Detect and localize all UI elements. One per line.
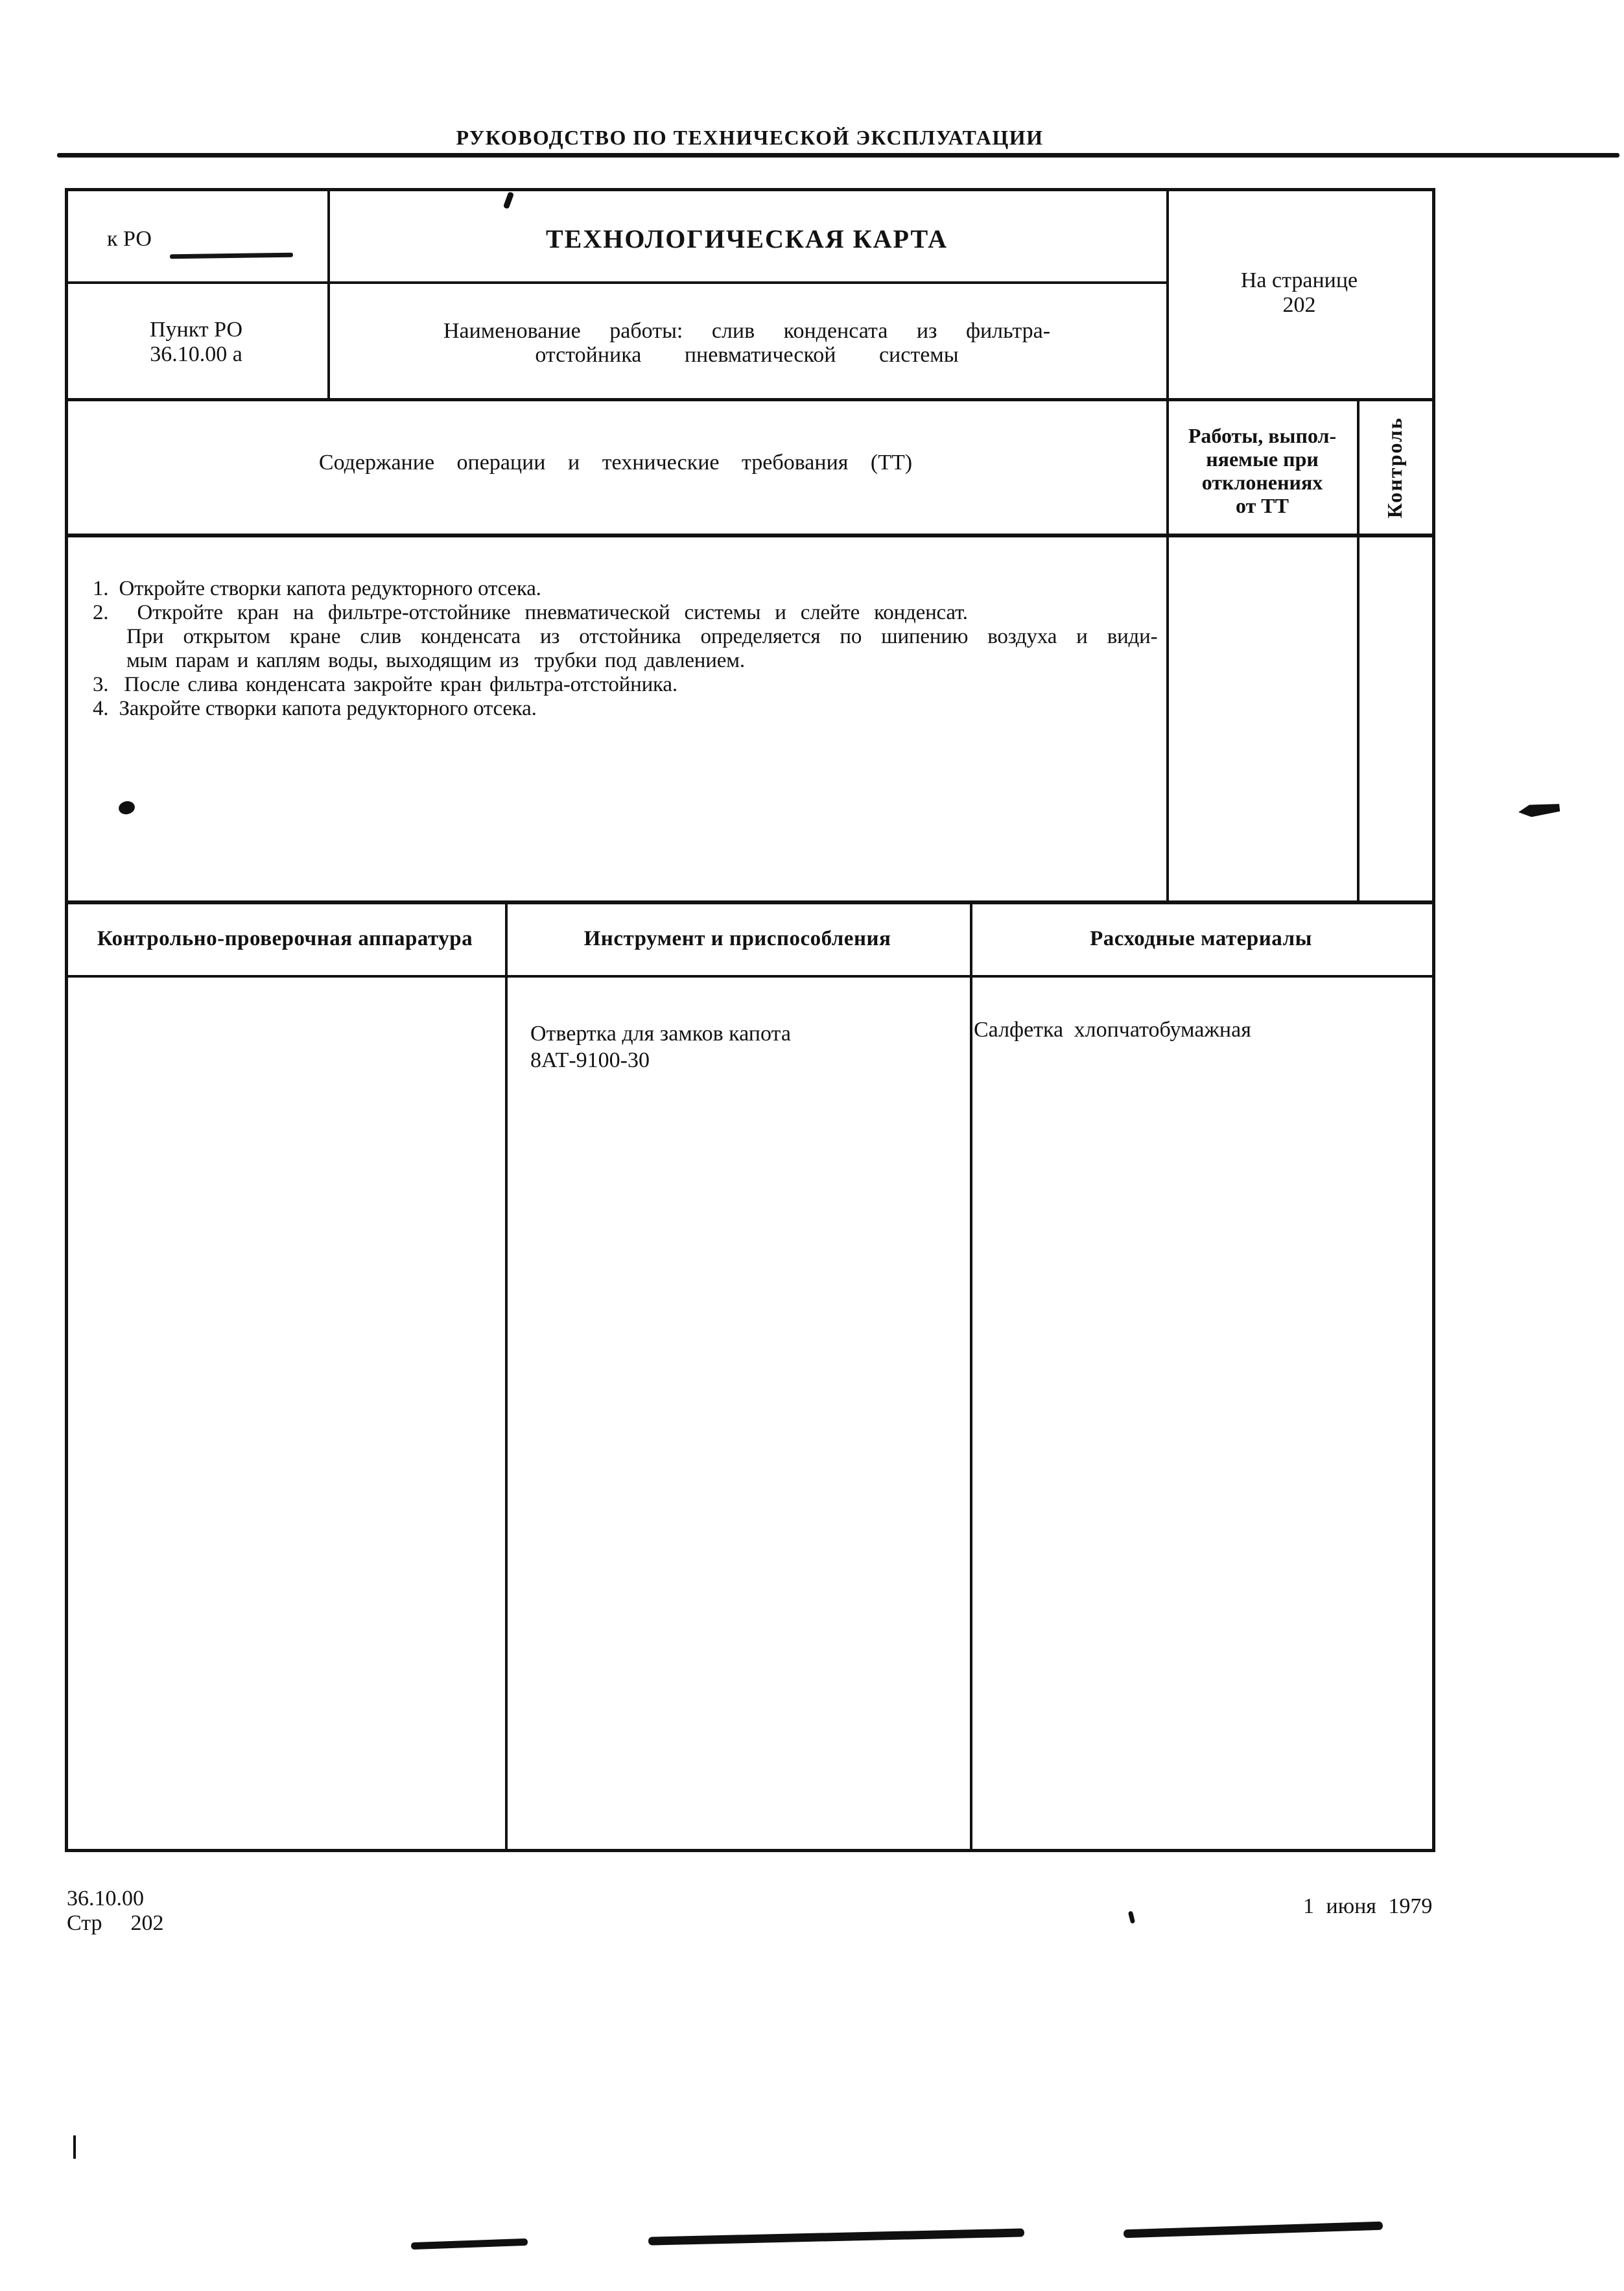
header-rule	[57, 153, 1619, 158]
resources-col3-header: Расходные материалы	[1090, 927, 1312, 950]
scan-artifact-tick	[503, 191, 514, 209]
card-title: ТЕХНОЛОГИЧЕСКАЯ КАРТА	[545, 224, 948, 253]
resources-col2-header: Инструмент и приспособления	[583, 927, 891, 950]
tools-cell	[530, 1020, 791, 1074]
scan-artifact-smudge	[1124, 2222, 1383, 2238]
scan-artifact-comma	[1128, 1910, 1135, 1923]
on-page-label: На странице	[1240, 268, 1358, 292]
table-line-right	[1432, 188, 1435, 1852]
scan-artifact-ink-dot	[117, 800, 136, 816]
materials-cell: Салфетка хлопчатобумажная	[974, 1018, 1251, 1042]
scan-artifact-smudge	[648, 2228, 1024, 2245]
footer-page-number: 202	[130, 1911, 164, 1935]
footer-section-number: 36.10.00	[67, 1886, 144, 1910]
on-page-number: 202	[1282, 293, 1316, 317]
operations-header-cell: Содержание операции и технические требования (ТТ)	[318, 451, 913, 475]
step-line: 4. Закройте створки капота редукторного отсека.	[93, 697, 537, 720]
resources-col1-header: Контрольно-проверочная аппаратура	[97, 927, 473, 950]
on-page-cell	[1166, 268, 1432, 318]
work-name-line2: отстойника пневматической системы	[535, 343, 959, 367]
work-name-cell	[327, 319, 1166, 367]
deviations-header-cell	[1168, 424, 1357, 517]
table-line-col-ro	[327, 188, 330, 401]
footer-page	[67, 1911, 164, 1936]
tools-item-line1: Отвертка для замков капота	[530, 1022, 791, 1046]
tools-item-line2: 8АТ-9100-30	[530, 1048, 650, 1072]
punkt-value: 36.10.00 а	[150, 342, 242, 366]
control-header-label: Контроль	[1382, 417, 1406, 519]
table-line-bottom	[65, 1849, 1435, 1852]
footer-date: 1 июня 1979	[1303, 1894, 1433, 1918]
deviations-header-line: Работы, выпол-	[1188, 424, 1337, 447]
control-header-cell	[1357, 402, 1432, 534]
table-line-row2	[65, 398, 1433, 401]
deviations-header-line: отклонениях	[1201, 471, 1323, 494]
ro-reference-label: к РО	[107, 227, 152, 251]
work-name-line1: Наименование работы: слив конденсата из фильтра-	[443, 319, 1051, 343]
deviations-header-line: няемые при	[1206, 447, 1319, 471]
punkt-cell	[65, 318, 327, 367]
table-line-row5	[65, 975, 1433, 978]
table-line-left	[65, 188, 68, 1852]
scan-artifact-margin-mark	[1518, 802, 1560, 819]
step-line: 3. После слива конденсата закройте кран фильтра-отстойника.	[93, 673, 677, 696]
scan-artifact-smudge	[411, 2238, 528, 2250]
table-line-row3	[65, 534, 1433, 537]
footer-section	[67, 1886, 164, 1936]
scan-artifact-margin-tick	[73, 2135, 76, 2159]
table-line-row1	[65, 281, 1168, 284]
step-line: 1. Откройте створки капота редукторного отсека.	[93, 577, 541, 600]
table-line-col-res1	[505, 900, 508, 1851]
table-line-top	[65, 188, 1435, 191]
table-line-col-res2	[970, 900, 972, 1851]
step-line: мым парам и каплям воды, выходящим из трубки под давлением.	[126, 649, 745, 672]
deviations-header-line: от ТТ	[1236, 494, 1289, 517]
step-line: При открытом кране слив конденсата из отстойника определяется по шипению воздуха и види-	[126, 625, 1158, 648]
footer-page-label: Стр	[67, 1911, 102, 1935]
ro-reference-blank-line	[170, 253, 293, 259]
step-line: 2. Откройте кран на фильтре-отстойнике пневматической системы и слейте конденсат.	[93, 601, 968, 624]
manual-title: РУКОВОДСТВО ПО ТЕХНИЧЕСКОЙ ЭКСПЛУАТАЦИИ	[456, 126, 1044, 149]
punkt-label: Пункт РО	[149, 318, 243, 342]
